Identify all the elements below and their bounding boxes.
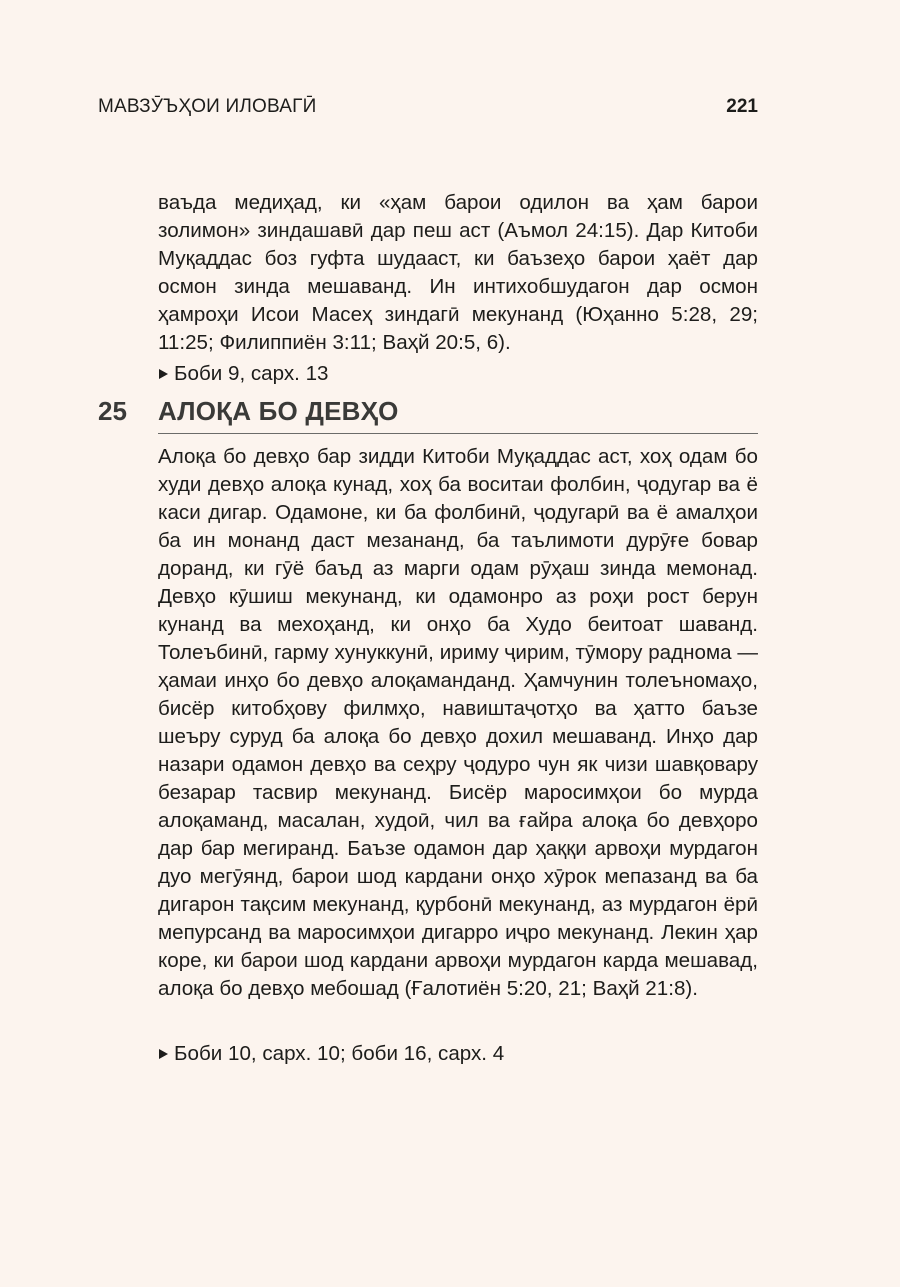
- section-paragraph: Алоқа бо девҳо бар зидди Китоби Муқаддас аст, хоҳ одам бо худи девҳо алоқа кунад, хоҳ ба воситаи фолбин, ҷодугар ва ё каси дигар. Одамоне, ки ба фолбинӣ, ҷодугарӣ ва ё амалҳои ба ин монанд даст мезананд, ба таълимоти дурӯғе бовар доранд, ки гӯё баъд аз марги одам рӯҳаш зинда мемонад. Девҳо кӯшиш мекунанд, ки одамонро аз роҳи рост берун кунанд ва мехоҳанд, ки онҳо ба Худо беитоат шаванд. Толеъбинӣ, гарму хунуккунӣ, ириму ҷирим, тӯмору радномa — ҳамаи инҳо бо девҳо алоқаманданд. Ҳамчунин толеъномаҳо, бисёр китобҳову филмҳо, навиштаҷотҳо ва ҳатто баъзе шеъру суруд ба алоқа бо девҳо дохил мешаванд. Инҳо дар назари одамон девҳо ва сеҳру ҷодуро чун як чизи шавқовару безарар тасвир мекунанд. Бисёр маросимҳои бо мурда алоқаманд, масалан, худоӣ, чил ва ғайра алоқа бо девҳоро дар бар мегиранд. Баъзе одамон дар ҳаққи арвоҳи мурдагон дуо мегӯянд, барои шод кардани онҳо хӯрок мепазанд ва ба дигарон тақсим мекунанд, қурбонӣ мекунанд, аз мурдагон ёрӣ мепурсанд ва маросимҳои дигарро иҷро мекунанд. Лекин ҳар коре, ки барои шод кардани арвоҳи мурдагон карда мешавад, алоқа бо девҳо мебошад (Ғалотиён 5:20, 21; Ваҳй 21:8).: [158, 445, 758, 1000]
- section-title: АЛОҚА БО ДЕВҲО: [158, 396, 399, 426]
- page-number: 221: [726, 96, 758, 117]
- section-number: 25: [98, 396, 127, 426]
- intro-reference-text: Боби 9, сарх. 13: [174, 362, 329, 385]
- section-divider: [158, 433, 758, 434]
- triangle-bullet-icon: [159, 369, 168, 379]
- section-reference-text: Боби 10, сарх. 10; боби 16, сарх. 4: [174, 1042, 505, 1065]
- running-title: МАВЗӮЪҲОИ ИЛОВАГӢ: [98, 96, 317, 117]
- intro-paragraph: ваъда медиҳад, ки «ҳам барои одилон ва ҳам барои золимон» зиндашавӣ дар пеш аст (Аъмол 24:15). Дар Китоби Муқаддас боз гуфта шудааст, ки баъзеҳо барои ҳаёт дар осмон зинда мешаванд. Ин интихобшудагон дар осмон ҳамроҳи Исои Масеҳ зиндагӣ мекунанд (Юҳанно 5:28, 29; 11:25; Филиппиён 3:11; Ваҳй 20:5, 6).: [158, 191, 758, 354]
- triangle-bullet-icon: [159, 1049, 168, 1059]
- running-header: [98, 96, 760, 126]
- section-reference: [159, 1040, 504, 1068]
- intro-reference: [159, 360, 329, 388]
